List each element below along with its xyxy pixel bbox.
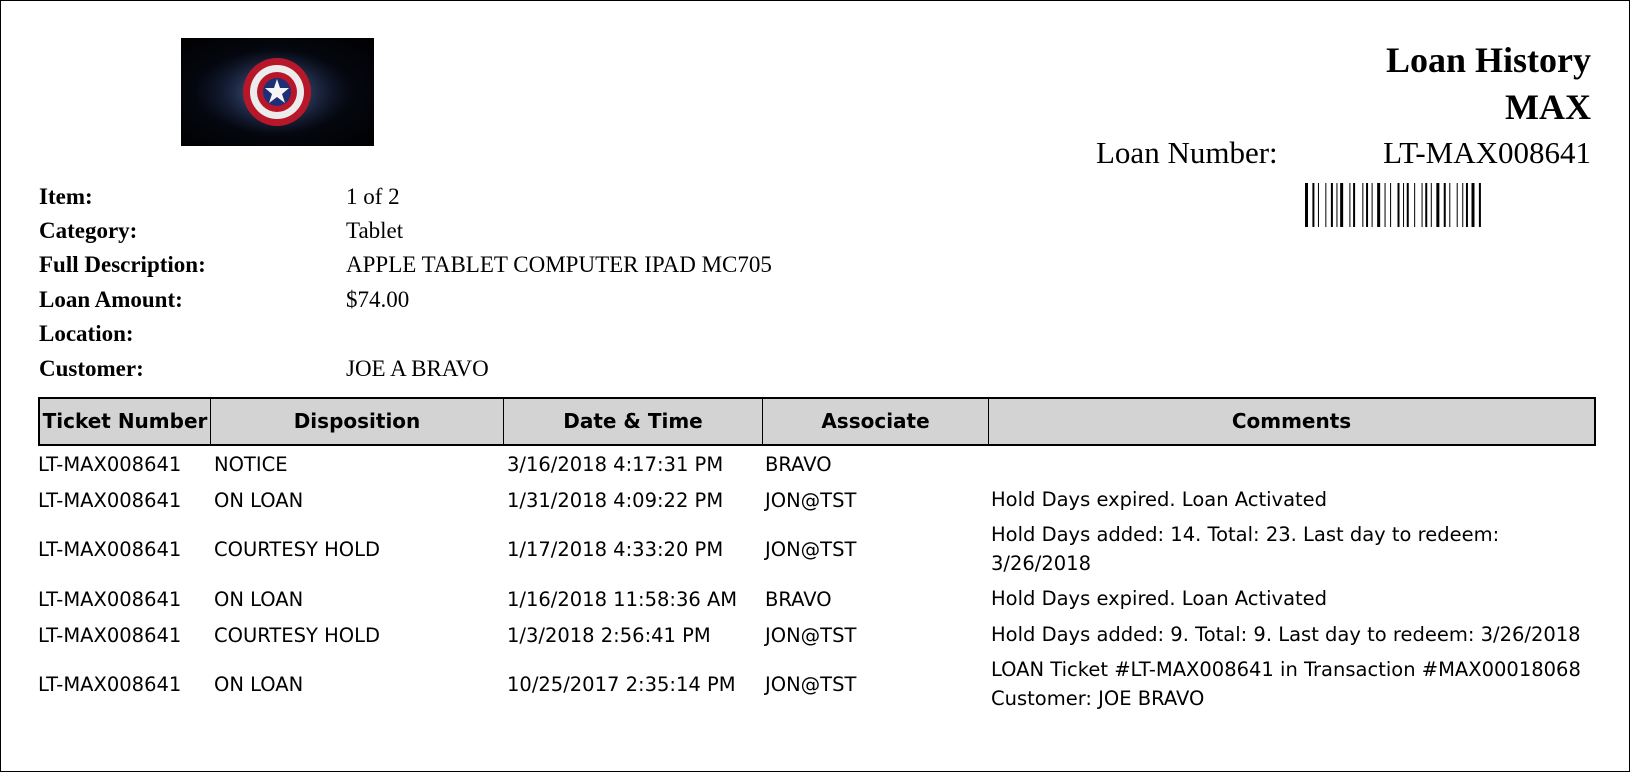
loan-number-label: Loan Number: bbox=[1096, 135, 1278, 170]
ticket-cell: LT-MAX008641 bbox=[38, 453, 182, 476]
datetime-cell: 10/25/2017 2:35:14 PM bbox=[507, 673, 736, 696]
customer-value: JOE A BRAVO bbox=[346, 356, 489, 381]
datetime-cell: 1/16/2018 11:58:36 AM bbox=[507, 588, 738, 611]
associate-cell: JON@TST bbox=[765, 538, 857, 561]
associate-cell: JON@TST bbox=[765, 624, 857, 647]
associate-cell: BRAVO bbox=[765, 453, 832, 476]
category-value: Tablet bbox=[346, 218, 404, 243]
amount-value: $74.00 bbox=[346, 287, 410, 312]
barcode-icon bbox=[1305, 183, 1593, 227]
column-header-datetime: Date & Time bbox=[503, 399, 762, 444]
disposition-cell: NOTICE bbox=[214, 453, 288, 476]
store-code: MAX bbox=[1505, 87, 1591, 127]
comments-cell: Hold Days expired. Loan Activated bbox=[991, 488, 1328, 511]
datetime-cell: 3/16/2018 4:17:31 PM bbox=[507, 453, 724, 476]
disposition-cell: ON LOAN bbox=[214, 489, 304, 512]
category-label: Category: bbox=[39, 218, 138, 243]
ticket-cell: LT-MAX008641 bbox=[38, 538, 182, 561]
description-label: Full Description: bbox=[39, 252, 206, 277]
location-label: Location: bbox=[39, 321, 134, 346]
ticket-cell: LT-MAX008641 bbox=[38, 588, 182, 611]
comments-cell: LOAN Ticket #LT-MAX008641 in Transaction #MAX00018068 Customer: JOE BRAVO bbox=[991, 658, 1581, 710]
disposition-cell: COURTESY HOLD bbox=[214, 538, 380, 561]
customer-label: Customer: bbox=[39, 356, 144, 381]
disposition-cell: COURTESY HOLD bbox=[214, 624, 380, 647]
datetime-cell: 1/17/2018 4:33:20 PM bbox=[507, 538, 724, 561]
loan-number-value: LT-MAX008641 bbox=[1383, 135, 1591, 170]
disposition-cell: ON LOAN bbox=[214, 588, 304, 611]
description-value: APPLE TABLET COMPUTER IPAD MC705 bbox=[346, 252, 772, 277]
ticket-cell: LT-MAX008641 bbox=[38, 673, 182, 696]
table-header bbox=[38, 397, 1596, 446]
column-header-associate: Associate bbox=[762, 399, 988, 444]
disposition-cell: ON LOAN bbox=[214, 673, 304, 696]
associate-cell: JON@TST bbox=[765, 673, 857, 696]
ticket-cell: LT-MAX008641 bbox=[38, 624, 182, 647]
item-value: 1 of 2 bbox=[346, 184, 400, 209]
column-header-ticket: Ticket Number bbox=[42, 409, 208, 433]
datetime-cell: 1/3/2018 2:56:41 PM bbox=[507, 624, 711, 647]
ticket-cell: LT-MAX008641 bbox=[38, 489, 182, 512]
datetime-cell: 1/31/2018 4:09:22 PM bbox=[507, 489, 724, 512]
comments-cell: Hold Days added: 14. Total: 23. Last day to redeem: 3/26/2018 bbox=[991, 523, 1500, 575]
shield-star-icon bbox=[181, 38, 374, 146]
comments-cell: Hold Days added: 9. Total: 9. Last day to redeem: 3/26/2018 bbox=[991, 623, 1581, 646]
item-label: Item: bbox=[39, 184, 93, 209]
associate-cell: JON@TST bbox=[765, 489, 857, 512]
column-header-disposition: Disposition bbox=[210, 399, 503, 444]
column-header-comments: Comments bbox=[988, 399, 1594, 444]
report-title: Loan History bbox=[1385, 40, 1591, 80]
comments-cell: Hold Days expired. Loan Activated bbox=[991, 587, 1328, 610]
associate-cell: BRAVO bbox=[765, 588, 832, 611]
amount-label: Loan Amount: bbox=[39, 287, 183, 312]
